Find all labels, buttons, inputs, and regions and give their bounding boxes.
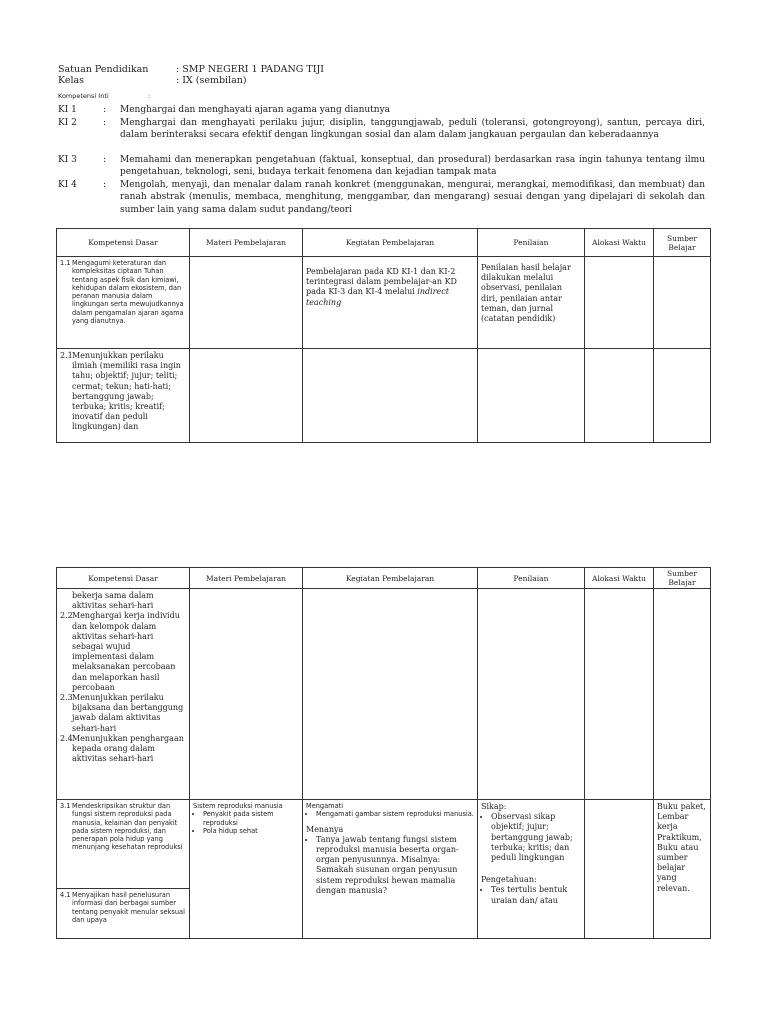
ki-code: KI 3 bbox=[58, 155, 77, 165]
alokasi-cell bbox=[585, 800, 654, 939]
kd-subcell-4-1 bbox=[57, 889, 189, 926]
kd-number: 2.1 bbox=[60, 351, 73, 360]
kd-item-3-1 bbox=[60, 802, 186, 852]
ki-sep: : bbox=[103, 155, 107, 165]
ki-heading-colon: : bbox=[148, 92, 151, 100]
col-sumber: Sumber Belajar bbox=[654, 568, 711, 589]
kd-item-2-1 bbox=[60, 351, 186, 433]
kd-number: 2.2 bbox=[60, 611, 73, 621]
sumber-text: Buku paket, Lembar kerja Praktikum, Buku atau sumber belajar yang relevan. bbox=[657, 802, 706, 893]
kd-text: Menyajikan hasil penelusuran informasi dari berbagai sumber tentang penyakit menular seksual dan upaya bbox=[72, 891, 185, 924]
kd-continuation: bekerja sama dalam aktivitas sehari-hari bbox=[72, 591, 154, 611]
penilaian-heading: Pengetahuan: bbox=[481, 875, 537, 885]
school-value: : SMP NEGERI 1 PADANG TIJI bbox=[176, 64, 325, 75]
kegiatan-cell bbox=[303, 800, 478, 939]
materi-cell bbox=[190, 800, 303, 939]
materi-cell bbox=[190, 257, 303, 349]
table-row bbox=[57, 349, 711, 443]
table-row bbox=[57, 257, 711, 349]
class-label: Kelas bbox=[58, 75, 85, 86]
ki-text: Menghargai dan menghayati perilaku jujur, disiplin, tanggungjawab, peduli (toleransi, gotongroyong), santun, percaya diri, dalam berinteraksi secara efektif dengan lingkungan sosial dan alam dalam jangkauan pergaulan dan keberadaannya bbox=[120, 118, 705, 141]
penilaian-list bbox=[481, 885, 581, 905]
kd-item-2-2 bbox=[60, 611, 186, 693]
kd-number: 3.1 bbox=[60, 802, 71, 810]
col-materi: Materi Pembelajaran bbox=[190, 568, 303, 589]
ki-sep: : bbox=[103, 105, 107, 115]
class-value: : IX (sembilan) bbox=[176, 75, 247, 86]
table-row bbox=[57, 589, 711, 800]
ki-sep: : bbox=[103, 180, 107, 190]
alokasi-cell bbox=[585, 349, 654, 443]
kd-text: Menunjukkan perilaku bijaksana dan bertanggung jawab dalam aktivitas sehari-hari bbox=[72, 693, 184, 733]
col-kompetensi-dasar: Kompetensi Dasar bbox=[57, 568, 190, 589]
list-item: • Penyakit pada sistem reproduksi bbox=[203, 810, 299, 827]
alokasi-cell bbox=[585, 589, 654, 800]
kd-text: Mengagumi keteraturan dan kompleksitas ciptaan Tuhan tentang aspek fisik dan kimiawi, kehidupan dalam ekosistem, dan peranan manusia dalam lingkungan serta mewujudkannya dalam pengamalan ajaran agama yang dianutnya. bbox=[72, 259, 184, 326]
ki-heading-text: Kompetensi Inti bbox=[58, 92, 109, 100]
kegiatan-italic: indirect teaching bbox=[306, 287, 449, 307]
ki-code: KI 1 bbox=[58, 105, 77, 115]
col-sumber: Sumber Belajar bbox=[654, 229, 711, 257]
table-header-row bbox=[57, 229, 711, 257]
sumber-cell bbox=[654, 589, 711, 800]
penilaian-cell bbox=[478, 349, 585, 443]
penilaian-text: Penilaian hasil belajar dilakukan melalui observasi, penilaian diri, penilaian antar teman, dan jurnal (catatan pendidik) bbox=[481, 263, 571, 324]
school-label: Satuan Pendidikan bbox=[58, 64, 149, 75]
penilaian-heading: Sikap: bbox=[481, 802, 507, 811]
kd-text: Mendeskripsikan struktur dan fungsi sistem reproduksi pada manusia, kelainan dan penyakit pada sistem reproduksi, dan penerapan pola hidup yang menunjang kesehatan reproduksi bbox=[72, 802, 183, 852]
kd-cell bbox=[57, 257, 190, 349]
materi-cell bbox=[190, 349, 303, 443]
list-item: • Pola hidup sehat bbox=[203, 827, 299, 835]
sumber-cell bbox=[654, 257, 711, 349]
kegiatan-cell bbox=[303, 349, 478, 443]
materi-cell bbox=[190, 589, 303, 800]
ki-heading bbox=[58, 92, 151, 100]
materi-list bbox=[193, 810, 299, 835]
kd-item-2-4 bbox=[60, 734, 186, 765]
alokasi-cell bbox=[585, 257, 654, 349]
sumber-cell bbox=[654, 800, 711, 939]
kd-number: 4.1 bbox=[60, 891, 71, 899]
ki-text: Memahami dan menerapkan pengetahuan (faktual, konseptual, dan prosedural) berdasarkan rasa ingin tahunya tentang ilmu pengetahuan, teknologi, seni, budaya terkait fenomena dan kejadian tampak mata bbox=[120, 155, 705, 178]
kegiatan-heading: Menanya bbox=[306, 824, 344, 834]
kd-cell bbox=[57, 589, 190, 800]
kd-number: 1.1 bbox=[60, 259, 71, 267]
kegiatan-list bbox=[306, 835, 474, 896]
col-alokasi: Alokasi Waktu bbox=[585, 229, 654, 257]
kd-text: Menghargai kerja individu dan kelompok dalam aktivitas sehari-hari sebagai wujud implementasi dalam melaksanakan percobaan dan melaporkan hasil percobaan bbox=[72, 611, 180, 692]
sumber-cell bbox=[654, 349, 711, 443]
col-penilaian: Penilaian bbox=[478, 568, 585, 589]
ki-sep: : bbox=[103, 118, 107, 128]
syllabus-table-2 bbox=[56, 567, 711, 939]
kegiatan-cell bbox=[303, 257, 478, 349]
table-row bbox=[57, 800, 711, 939]
penilaian-cell bbox=[478, 800, 585, 939]
kegiatan-cell bbox=[303, 589, 478, 800]
kegiatan-heading: Mengamati bbox=[306, 802, 344, 810]
syllabus-table-1 bbox=[56, 228, 711, 443]
col-materi: Materi Pembelajaran bbox=[190, 229, 303, 257]
col-kompetensi-dasar: Kompetensi Dasar bbox=[57, 229, 190, 257]
kd-number: 2.4 bbox=[60, 733, 73, 743]
list-item: • Mengamati gambar sistem reproduksi manusia. bbox=[316, 810, 474, 818]
penilaian-cell bbox=[478, 257, 585, 349]
kd-cell bbox=[57, 800, 190, 939]
penilaian-list bbox=[481, 812, 581, 863]
col-kegiatan: Kegiatan Pembelajaran bbox=[303, 229, 478, 257]
kd-number: 2.3 bbox=[60, 693, 73, 703]
table-header-row bbox=[57, 568, 711, 589]
kd-item-4-1 bbox=[60, 891, 186, 924]
ki-text: Menghargai dan menghayati ajaran agama yang dianutnya bbox=[120, 105, 391, 115]
kd-item-2-3 bbox=[60, 693, 186, 734]
kd-item-1-1 bbox=[60, 259, 186, 325]
ki-code: KI 2 bbox=[58, 118, 77, 128]
kegiatan-text: Pembelajaran pada KD KI-1 dan KI-2 terintegrasi dalam pembelajar-an KD pada KI-3 dan KI-4 melalui bbox=[306, 267, 457, 297]
list-item: • Tes tertulis bentuk uraian dan/ atau bbox=[491, 885, 581, 905]
ki-code: KI 4 bbox=[58, 180, 77, 190]
ki-text: Mengolah, menyaji, dan menalar dalam ranah konkret (menggunakan, mengurai, merangkai, memodifikasi, dan membuat) dan ranah abstrak (menulis, membaca, menghitung, menggambar, dan mengarang) sesuai dengan yang dipelajari di sekolah dan sumber lain yang sama dalam sudut pandang/teori bbox=[120, 180, 705, 215]
list-item: • Tanya jawab tentang fungsi sistem reproduksi manusia beserta organ-organ penyusunnya. Misalnya: Samakah susunan organ penyusun sistem reproduksi hewan mamalia dengan manusia? bbox=[316, 835, 474, 896]
kd-text: Menunjukkan perilaku ilmiah (memiliki rasa ingin tahu; objektif; jujur; teliti; cermat; tekun; hati-hati; bertanggung jawab; terbuka; kritis; kreatif; inovatif dan peduli lingkungan) dan bbox=[72, 351, 181, 432]
col-penilaian: Penilaian bbox=[478, 229, 585, 257]
list-item: • Observasi sikap objektif; jujur; bertanggung jawab; terbuka; kritis; dan peduli lingkungan bbox=[491, 812, 581, 863]
kd-cell bbox=[57, 349, 190, 443]
materi-title: Sistem reproduksi manusia bbox=[193, 802, 283, 810]
col-alokasi: Alokasi Waktu bbox=[585, 568, 654, 589]
col-kegiatan: Kegiatan Pembelajaran bbox=[303, 568, 478, 589]
kd-text: Menunjukkan penghargaan kepada orang dalam aktivitas sehari-hari bbox=[72, 733, 184, 764]
penilaian-cell bbox=[478, 589, 585, 800]
kd-subcell-3-1 bbox=[57, 800, 189, 889]
kegiatan-list bbox=[306, 810, 474, 818]
